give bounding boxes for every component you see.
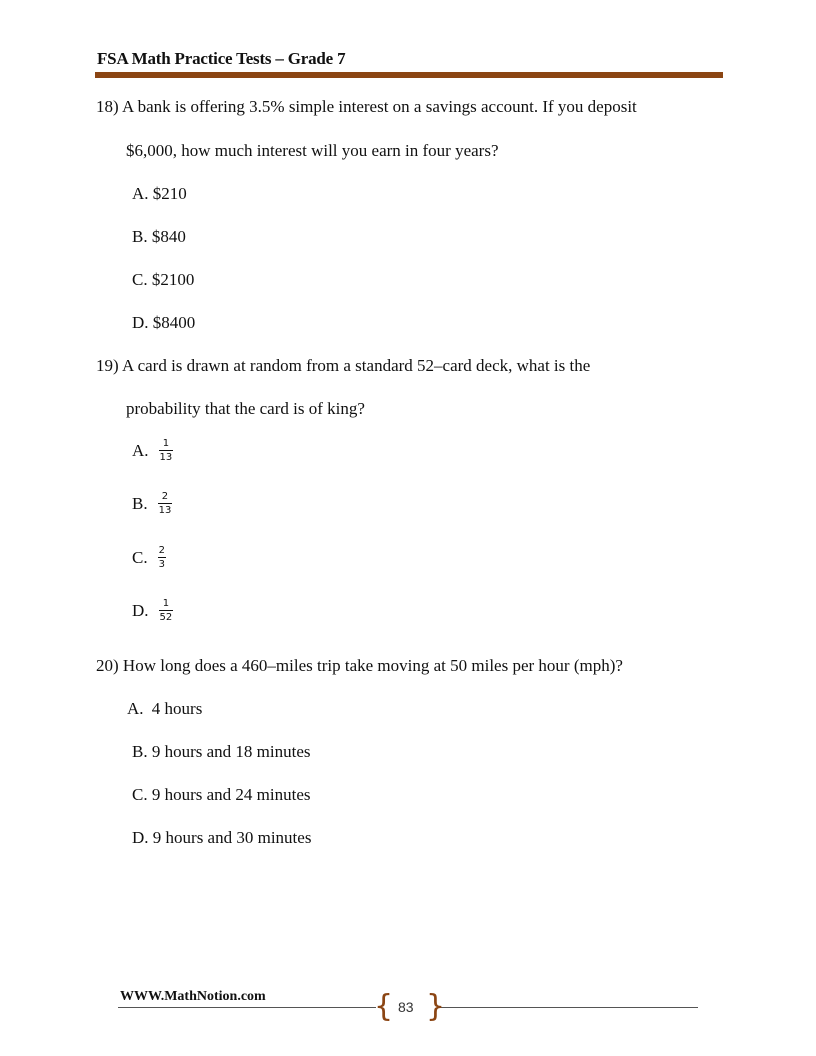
fraction-bar: [158, 503, 173, 504]
question-18-line-1: [96, 97, 637, 117]
fraction-numerator: 2: [158, 545, 165, 556]
option-letter: A.: [132, 184, 149, 203]
question-18-line-2: $6,000, how much interest will you earn in four years?: [126, 141, 499, 160]
option-text: $8400: [152, 313, 196, 332]
option-letter: D.: [132, 313, 149, 332]
fraction-numerator: 2: [161, 491, 169, 502]
question-18-option-b[interactable]: [132, 227, 186, 247]
question-number: 19): [96, 356, 119, 375]
left-bracket-icon: {: [374, 989, 394, 1024]
fraction-denominator: 52: [159, 612, 173, 623]
question-20-option-b[interactable]: [132, 742, 311, 762]
question-20-option-c[interactable]: [132, 785, 311, 805]
fraction: [159, 598, 174, 623]
question-text: How long does a 460–miles trip take moving at 50 miles per hour (mph)?: [122, 656, 623, 675]
option-letter: B.: [132, 493, 148, 513]
question-19-line-2: probability that the card is of king?: [126, 399, 365, 418]
option-letter: A.: [127, 699, 144, 718]
question-19-option-a[interactable]: [132, 438, 173, 463]
page-header-title: FSA Math Practice Tests – Grade 7: [97, 49, 346, 68]
fraction: [158, 545, 166, 570]
footer-rule-left: [118, 1007, 376, 1008]
fraction-bar: [159, 450, 174, 451]
option-text: 9 hours and 18 minutes: [151, 742, 311, 761]
question-20-option-a[interactable]: [127, 699, 202, 719]
page-number: 83: [398, 999, 414, 1015]
fraction-denominator: 13: [159, 452, 173, 463]
question-number: 20): [96, 656, 119, 675]
question-18-option-c[interactable]: [132, 270, 194, 290]
fraction-bar: [158, 557, 166, 558]
footer-rule-right: [440, 1007, 698, 1008]
fraction: [159, 438, 174, 463]
option-text: $210: [152, 184, 187, 203]
option-text: 9 hours and 30 minutes: [152, 828, 312, 847]
question-19-line-1: [96, 356, 590, 376]
footer-website: WWW.MathNotion.com: [120, 989, 266, 1004]
question-18-option-a[interactable]: [132, 184, 187, 204]
question-number: 18): [96, 97, 119, 116]
option-letter: A.: [132, 440, 149, 460]
header-rule: [95, 72, 723, 78]
question-text: A bank is offering 3.5% simple interest on a savings account. If you deposit: [121, 97, 637, 116]
fraction-numerator: 1: [162, 438, 170, 449]
option-letter: B.: [132, 742, 148, 761]
fraction-numerator: 1: [162, 598, 170, 609]
fraction: [158, 491, 173, 516]
option-letter: C.: [132, 270, 148, 289]
question-text: A card is drawn at random from a standard 52–card deck, what is the: [121, 356, 591, 375]
question-19-option-c[interactable]: [132, 545, 166, 570]
question-20-option-d[interactable]: [132, 828, 311, 848]
question-19-option-b[interactable]: [132, 491, 172, 516]
fraction-denominator: 13: [158, 505, 172, 516]
option-text: $2100: [151, 270, 195, 289]
fraction-bar: [159, 610, 174, 611]
option-letter: D.: [132, 828, 149, 847]
option-text: 9 hours and 24 minutes: [151, 785, 311, 804]
option-letter: D.: [132, 600, 149, 620]
option-letter: B.: [132, 227, 148, 246]
option-letter: C.: [132, 547, 148, 567]
question-20-line-1: [96, 656, 623, 676]
option-text: $840: [151, 227, 186, 246]
fraction-denominator: 3: [158, 559, 165, 570]
right-bracket-icon: }: [426, 989, 446, 1024]
question-19-option-d[interactable]: [132, 598, 173, 623]
option-text: 4 hours: [151, 699, 203, 718]
question-18-option-d[interactable]: [132, 313, 195, 333]
option-letter: C.: [132, 785, 148, 804]
